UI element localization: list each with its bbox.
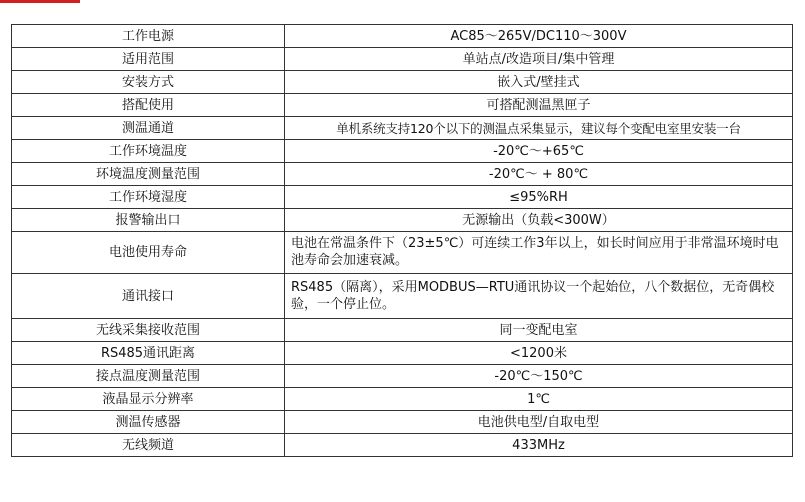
red-accent-line <box>0 0 80 3</box>
row-value: 嵌入式/壁挂式 <box>285 71 793 94</box>
row-label: 无线采集接收范围 <box>12 319 285 342</box>
row-value: 单站点/改造项目/集中管理 <box>285 48 793 71</box>
table-row <box>12 48 793 71</box>
table-row <box>12 94 793 117</box>
row-value: 433MHz <box>285 434 793 457</box>
table-row <box>12 388 793 411</box>
row-value: 电池在常温条件下（23±5℃）可连续工作3年以上，如长时间应用于非常温环境时电池寿命会加速衰减。 <box>285 232 793 274</box>
row-value: -20℃～150℃ <box>285 365 793 388</box>
row-label: 工作电源 <box>12 25 285 48</box>
table-row <box>12 209 793 232</box>
row-value: <1200米 <box>285 342 793 365</box>
row-value: AC85～265V/DC110～300V <box>285 25 793 48</box>
spec-table <box>11 24 793 457</box>
row-value: -20℃～+65℃ <box>285 140 793 163</box>
row-label: 无线频道 <box>12 434 285 457</box>
row-value: -20℃～ + 80℃ <box>285 163 793 186</box>
row-label: 工作环境湿度 <box>12 186 285 209</box>
row-value: 无源输出（负载<300W） <box>285 209 793 232</box>
table-row <box>12 232 793 274</box>
row-label: 通讯接口 <box>12 274 285 319</box>
table-row <box>12 274 793 319</box>
row-value: 可搭配测温黑匣子 <box>285 94 793 117</box>
row-value: 同一变配电室 <box>285 319 793 342</box>
row-value: ≤95%RH <box>285 186 793 209</box>
row-value: 1℃ <box>285 388 793 411</box>
table-row <box>12 163 793 186</box>
table-row <box>12 25 793 48</box>
row-label: 测温传感器 <box>12 411 285 434</box>
row-label: 环境温度测量范围 <box>12 163 285 186</box>
table-row <box>12 71 793 94</box>
row-value: 电池供电型/自取电型 <box>285 411 793 434</box>
row-label: 适用范围 <box>12 48 285 71</box>
table-row <box>12 117 793 140</box>
table-row <box>12 319 793 342</box>
row-label: 测温通道 <box>12 117 285 140</box>
row-label: 工作环境温度 <box>12 140 285 163</box>
table-row <box>12 411 793 434</box>
table-row <box>12 140 793 163</box>
table-row <box>12 434 793 457</box>
table-row <box>12 342 793 365</box>
row-value: RS485（隔离），采用MODBUS—RTU通讯协议一个起始位，八个数据位，无奇偶校验，一个停止位。 <box>285 274 793 319</box>
row-label: RS485通讯距离 <box>12 342 285 365</box>
row-value: 单机系统支持120个以下的测温点采集显示，建议每个变配电室里安装一台 <box>285 117 793 140</box>
row-label: 安装方式 <box>12 71 285 94</box>
row-label: 报警输出口 <box>12 209 285 232</box>
table-row <box>12 365 793 388</box>
row-label: 电池使用寿命 <box>12 232 285 274</box>
row-label: 接点温度测量范围 <box>12 365 285 388</box>
row-label: 搭配使用 <box>12 94 285 117</box>
table-row <box>12 186 793 209</box>
row-label: 液晶显示分辨率 <box>12 388 285 411</box>
